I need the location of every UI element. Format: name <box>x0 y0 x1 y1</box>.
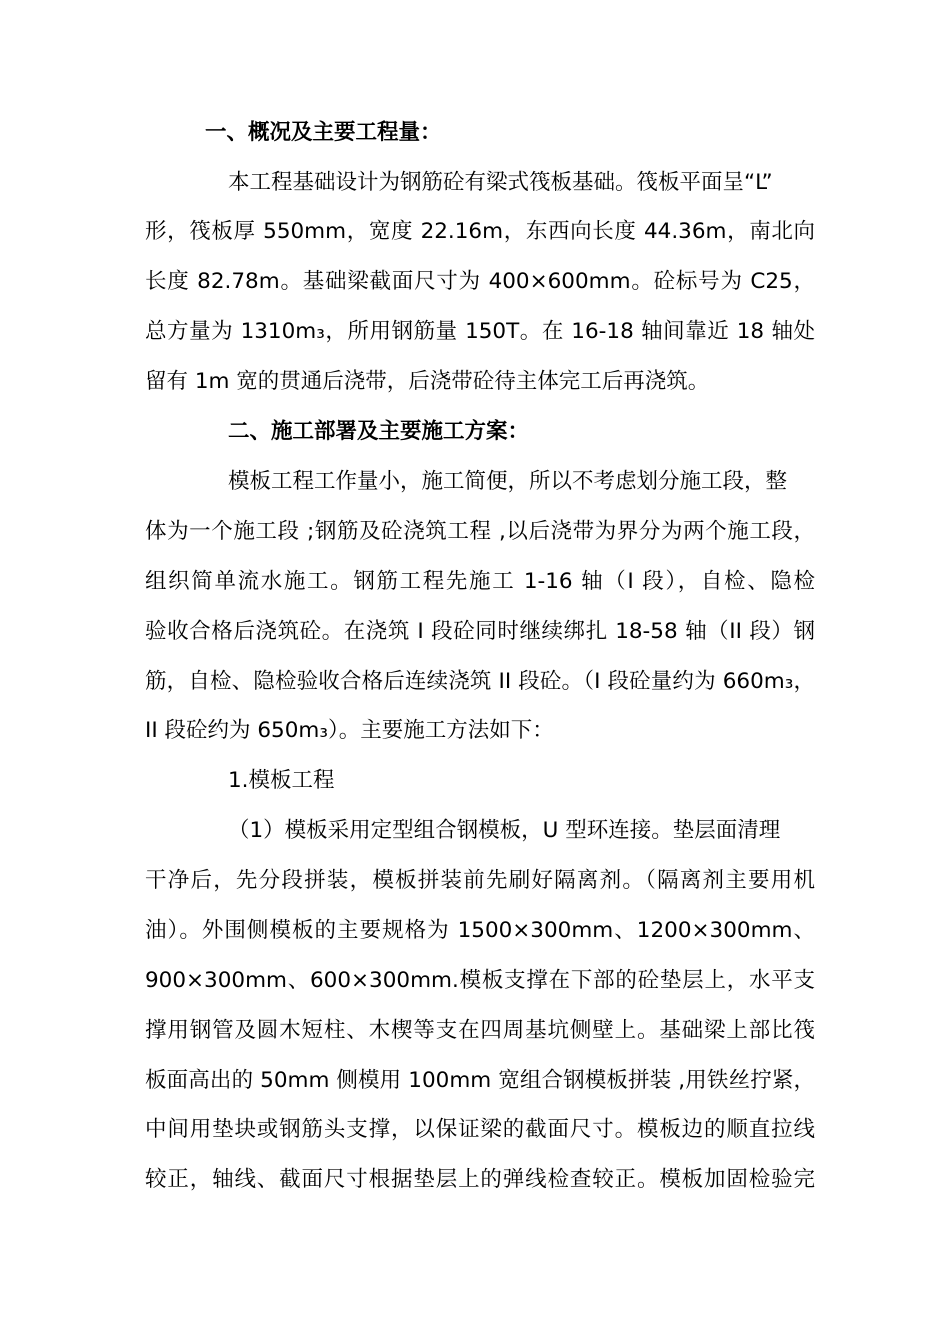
paragraph-1-line-2: 形，筏板厚 550mm，宽度 22.16m，东西向长度 44.36m，南北向 <box>145 219 815 244</box>
section-heading-2: 二、施工部署及主要施工方案： <box>228 419 530 444</box>
paragraph-3-line-6: 板面高出的 50mm 侧模用 100mm 宽组合钢模板拼装 ,用铁丝拧紧， <box>145 1068 815 1093</box>
paragraph-2-line-1: 模板工程工作量小，施工简便，所以不考虑划分施工段，整 <box>228 469 788 494</box>
paragraph-1-line-3: 长度 82.78m。基础梁截面尺寸为 400×600mm。砼标号为 C25， <box>145 269 815 294</box>
paragraph-3-line-4: 900×300mm、600×300mm.模板支撑在下部的砼垫层上，水平支 <box>145 968 815 993</box>
paragraph-2-line-6: II 段砼约为 650m₃）。主要施工方法如下： <box>145 718 554 743</box>
paragraph-3-line-3: 油）。外围侧模板的主要规格为 1500×300mm、1200×300mm、 <box>145 918 815 943</box>
paragraph-1-line-5: 留有 1m 宽的贯通后浇带，后浇带砼待主体完工后再浇筑。 <box>145 369 710 394</box>
paragraph-3-line-1: （1）模板采用定型组合钢模板，U 型环连接。垫层面清理 <box>228 818 781 843</box>
paragraph-2-line-3: 组织简单流水施工。钢筋工程先施工 1-16 轴（I 段），自检、隐检 <box>145 569 815 594</box>
paragraph-2-line-4: 验收合格后浇筑砼。在浇筑 I 段砼同时继续绑扎 18-58 轴（II 段）钢 <box>145 619 815 644</box>
paragraph-2-line-5: 筋，自检、隐检验收合格后连续浇筑 II 段砼。（I 段砼量约为 660m₃， <box>145 669 815 694</box>
paragraph-3-line-7: 中间用垫块或钢筋头支撑，以保证梁的截面尺寸。模板边的顺直拉线 <box>145 1117 815 1142</box>
paragraph-3-line-2: 干净后，先分段拼装，模板拼装前先刷好隔离剂。（隔离剂主要用机 <box>145 868 815 893</box>
paragraph-3-line-8: 较正，轴线、截面尺寸根据垫层上的弹线检查较正。模板加固检验完 <box>145 1167 815 1192</box>
subsection-heading-1: 1.模板工程 <box>228 768 335 793</box>
paragraph-1-line-4: 总方量为 1310m₃，所用钢筋量 150T。在 16-18 轴间靠近 18 轴处 <box>145 319 815 344</box>
paragraph-3-line-5: 撑用钢管及圆木短柱、木楔等支在四周基坑侧壁上。基础梁上部比筏 <box>145 1018 815 1043</box>
section-heading-1: 一、概况及主要工程量： <box>205 120 442 145</box>
paragraph-1-line-1: 本工程基础设计为钢筋砼有梁式筏板基础。筏板平面呈“L” <box>228 170 773 195</box>
paragraph-2-line-2: 体为一个施工段 ;钢筋及砼浇筑工程 ,以后浇带为界分为两个施工段， <box>145 519 815 544</box>
